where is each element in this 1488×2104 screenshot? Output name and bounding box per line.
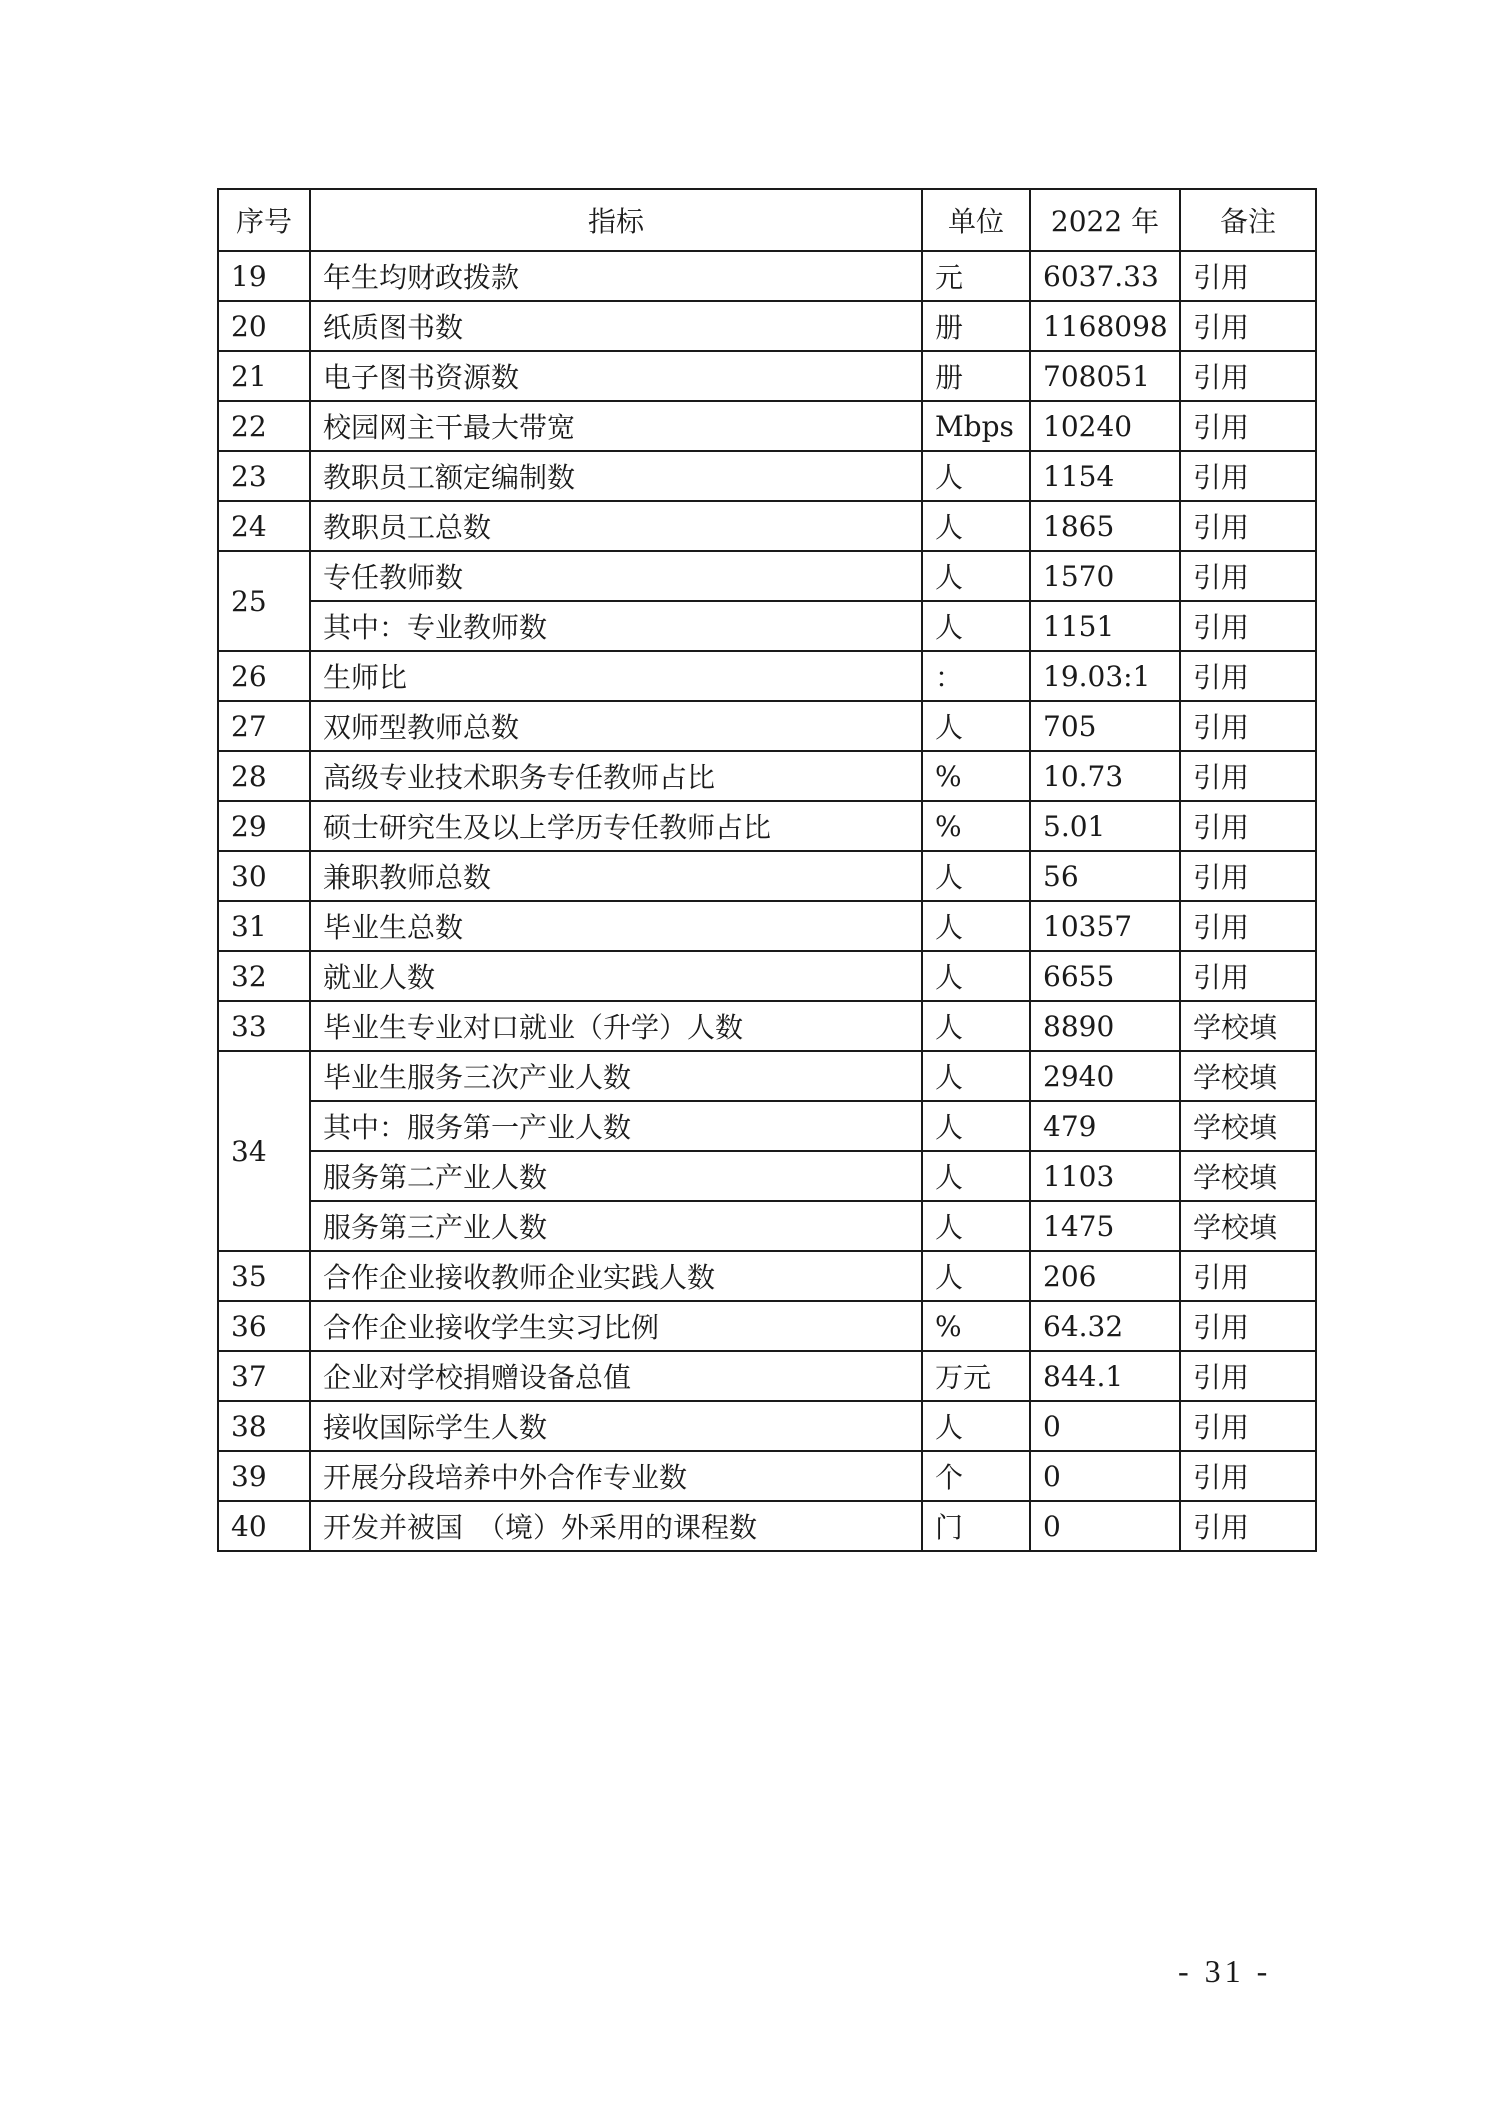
row-number: 36 — [218, 1301, 310, 1351]
indicator-table — [217, 188, 1317, 1552]
table-row — [218, 251, 1316, 301]
row-value: 6655 — [1030, 951, 1180, 1001]
row-indicator: 毕业生专业对口就业（升学）人数 — [310, 1001, 922, 1051]
table-row — [218, 551, 1316, 601]
row-note: 引用 — [1180, 1351, 1316, 1401]
row-note: 学校填 — [1180, 1201, 1316, 1251]
row-indicator: 教职员工额定编制数 — [310, 451, 922, 501]
row-note: 引用 — [1180, 801, 1316, 851]
row-value: 1865 — [1030, 501, 1180, 551]
row-note: 引用 — [1180, 651, 1316, 701]
row-indicator: 服务第二产业人数 — [310, 1151, 922, 1201]
row-unit: 人 — [922, 551, 1030, 601]
row-value: 0 — [1030, 1451, 1180, 1501]
row-unit: % — [922, 751, 1030, 801]
row-value: 6037.33 — [1030, 251, 1180, 301]
table-row — [218, 501, 1316, 551]
row-indicator: 合作企业接收学生实习比例 — [310, 1301, 922, 1351]
row-note: 引用 — [1180, 451, 1316, 501]
row-value: 1168098 — [1030, 301, 1180, 351]
row-indicator: 开发并被国 （境）外采用的课程数 — [310, 1501, 922, 1551]
row-unit: 元 — [922, 251, 1030, 301]
row-unit: 人 — [922, 1201, 1030, 1251]
table-row — [218, 1301, 1316, 1351]
row-value: 206 — [1030, 1251, 1180, 1301]
table-row — [218, 901, 1316, 951]
row-value: 0 — [1030, 1501, 1180, 1551]
row-note: 引用 — [1180, 1401, 1316, 1451]
row-note: 引用 — [1180, 351, 1316, 401]
row-unit: 人 — [922, 1001, 1030, 1051]
row-number: 26 — [218, 651, 310, 701]
row-number: 34 — [218, 1051, 310, 1251]
row-unit: 人 — [922, 501, 1030, 551]
row-number: 33 — [218, 1001, 310, 1051]
row-number: 19 — [218, 251, 310, 301]
row-unit: % — [922, 1301, 1030, 1351]
row-note: 引用 — [1180, 1301, 1316, 1351]
row-unit: 人 — [922, 601, 1030, 651]
row-number: 38 — [218, 1401, 310, 1451]
row-unit: 册 — [922, 301, 1030, 351]
table-row — [218, 351, 1316, 401]
row-unit: 人 — [922, 1051, 1030, 1101]
row-indicator: 服务第三产业人数 — [310, 1201, 922, 1251]
table-row — [218, 401, 1316, 451]
row-indicator: 硕士研究生及以上学历专任教师占比 — [310, 801, 922, 851]
row-unit: % — [922, 801, 1030, 851]
row-note: 引用 — [1180, 901, 1316, 951]
row-indicator: 电子图书资源数 — [310, 351, 922, 401]
row-indicator: 生师比 — [310, 651, 922, 701]
row-indicator: 企业对学校捐赠设备总值 — [310, 1351, 922, 1401]
row-note: 引用 — [1180, 301, 1316, 351]
row-value: 1475 — [1030, 1201, 1180, 1251]
header-indicator: 指标 — [310, 189, 922, 251]
row-number: 24 — [218, 501, 310, 551]
row-unit: 人 — [922, 951, 1030, 1001]
row-indicator: 双师型教师总数 — [310, 701, 922, 751]
table-body — [218, 251, 1316, 1551]
row-value: 5.01 — [1030, 801, 1180, 851]
row-unit: 人 — [922, 1401, 1030, 1451]
row-indicator: 兼职教师总数 — [310, 851, 922, 901]
table-header-row — [218, 189, 1316, 251]
row-value: 10240 — [1030, 401, 1180, 451]
table-row — [218, 1501, 1316, 1551]
row-number: 25 — [218, 551, 310, 651]
row-number: 32 — [218, 951, 310, 1001]
row-value: 8890 — [1030, 1001, 1180, 1051]
row-note: 引用 — [1180, 251, 1316, 301]
row-value: 844.1 — [1030, 1351, 1180, 1401]
row-indicator: 毕业生总数 — [310, 901, 922, 951]
row-value: 708051 — [1030, 351, 1180, 401]
row-unit: 门 — [922, 1501, 1030, 1551]
row-number: 20 — [218, 301, 310, 351]
table-row — [218, 1101, 1316, 1151]
table-row — [218, 1001, 1316, 1051]
row-value: 479 — [1030, 1101, 1180, 1151]
row-value: 64.32 — [1030, 1301, 1180, 1351]
row-note: 学校填 — [1180, 1001, 1316, 1051]
row-number: 40 — [218, 1501, 310, 1551]
row-indicator: 其中：服务第一产业人数 — [310, 1101, 922, 1151]
row-number: 35 — [218, 1251, 310, 1301]
row-indicator: 合作企业接收教师企业实践人数 — [310, 1251, 922, 1301]
row-note: 学校填 — [1180, 1051, 1316, 1101]
row-unit: ： — [922, 651, 1030, 701]
row-note: 引用 — [1180, 1251, 1316, 1301]
table-row — [218, 1201, 1316, 1251]
row-value: 1154 — [1030, 451, 1180, 501]
row-unit: 人 — [922, 1251, 1030, 1301]
table-row — [218, 751, 1316, 801]
table-row — [218, 1351, 1316, 1401]
row-indicator: 年生均财政拨款 — [310, 251, 922, 301]
row-unit: Mbps — [922, 401, 1030, 451]
row-value: 1570 — [1030, 551, 1180, 601]
table-row — [218, 301, 1316, 351]
row-number: 23 — [218, 451, 310, 501]
row-note: 引用 — [1180, 751, 1316, 801]
row-note: 引用 — [1180, 401, 1316, 451]
row-indicator: 高级专业技术职务专任教师占比 — [310, 751, 922, 801]
header-unit: 单位 — [922, 189, 1030, 251]
row-note: 引用 — [1180, 501, 1316, 551]
row-unit: 个 — [922, 1451, 1030, 1501]
row-number: 27 — [218, 701, 310, 751]
row-unit: 人 — [922, 1151, 1030, 1201]
row-note: 引用 — [1180, 551, 1316, 601]
row-value: 10.73 — [1030, 751, 1180, 801]
header-note: 备注 — [1180, 189, 1316, 251]
table-row — [218, 1051, 1316, 1101]
table-row — [218, 801, 1316, 851]
row-number: 29 — [218, 801, 310, 851]
table-row — [218, 701, 1316, 751]
row-number: 39 — [218, 1451, 310, 1501]
row-unit: 册 — [922, 351, 1030, 401]
row-value: 56 — [1030, 851, 1180, 901]
row-indicator: 教职员工总数 — [310, 501, 922, 551]
row-number: 30 — [218, 851, 310, 901]
row-indicator: 接收国际学生人数 — [310, 1401, 922, 1451]
row-number: 22 — [218, 401, 310, 451]
row-unit: 人 — [922, 701, 1030, 751]
row-value: 19.03:1 — [1030, 651, 1180, 701]
row-indicator: 纸质图书数 — [310, 301, 922, 351]
row-number: 31 — [218, 901, 310, 951]
row-number: 37 — [218, 1351, 310, 1401]
row-indicator: 开展分段培养中外合作专业数 — [310, 1451, 922, 1501]
table-row — [218, 1151, 1316, 1201]
row-indicator: 就业人数 — [310, 951, 922, 1001]
table-row — [218, 1451, 1316, 1501]
row-note: 学校填 — [1180, 1151, 1316, 1201]
table-row — [218, 601, 1316, 651]
row-note: 引用 — [1180, 1451, 1316, 1501]
table-row — [218, 1251, 1316, 1301]
row-indicator: 校园网主干最大带宽 — [310, 401, 922, 451]
header-no: 序号 — [218, 189, 310, 251]
table-row — [218, 651, 1316, 701]
row-unit: 人 — [922, 1101, 1030, 1151]
row-unit: 人 — [922, 901, 1030, 951]
row-indicator: 其中：专业教师数 — [310, 601, 922, 651]
page-number: - 31 - — [1178, 1953, 1272, 1989]
header-year: 2022 年 — [1030, 189, 1180, 251]
row-value: 1103 — [1030, 1151, 1180, 1201]
table-row — [218, 451, 1316, 501]
table-row — [218, 951, 1316, 1001]
row-indicator: 专任教师数 — [310, 551, 922, 601]
row-indicator: 毕业生服务三次产业人数 — [310, 1051, 922, 1101]
row-unit: 人 — [922, 451, 1030, 501]
row-note: 引用 — [1180, 601, 1316, 651]
row-number: 28 — [218, 751, 310, 801]
row-value: 705 — [1030, 701, 1180, 751]
row-value: 10357 — [1030, 901, 1180, 951]
row-unit: 人 — [922, 851, 1030, 901]
row-note: 引用 — [1180, 951, 1316, 1001]
row-unit: 万元 — [922, 1351, 1030, 1401]
row-value: 1151 — [1030, 601, 1180, 651]
row-note: 引用 — [1180, 701, 1316, 751]
row-note: 引用 — [1180, 1501, 1316, 1551]
table-row — [218, 851, 1316, 901]
row-value: 2940 — [1030, 1051, 1180, 1101]
row-note: 学校填 — [1180, 1101, 1316, 1151]
row-note: 引用 — [1180, 851, 1316, 901]
row-value: 0 — [1030, 1401, 1180, 1451]
row-number: 21 — [218, 351, 310, 401]
table-row — [218, 1401, 1316, 1451]
